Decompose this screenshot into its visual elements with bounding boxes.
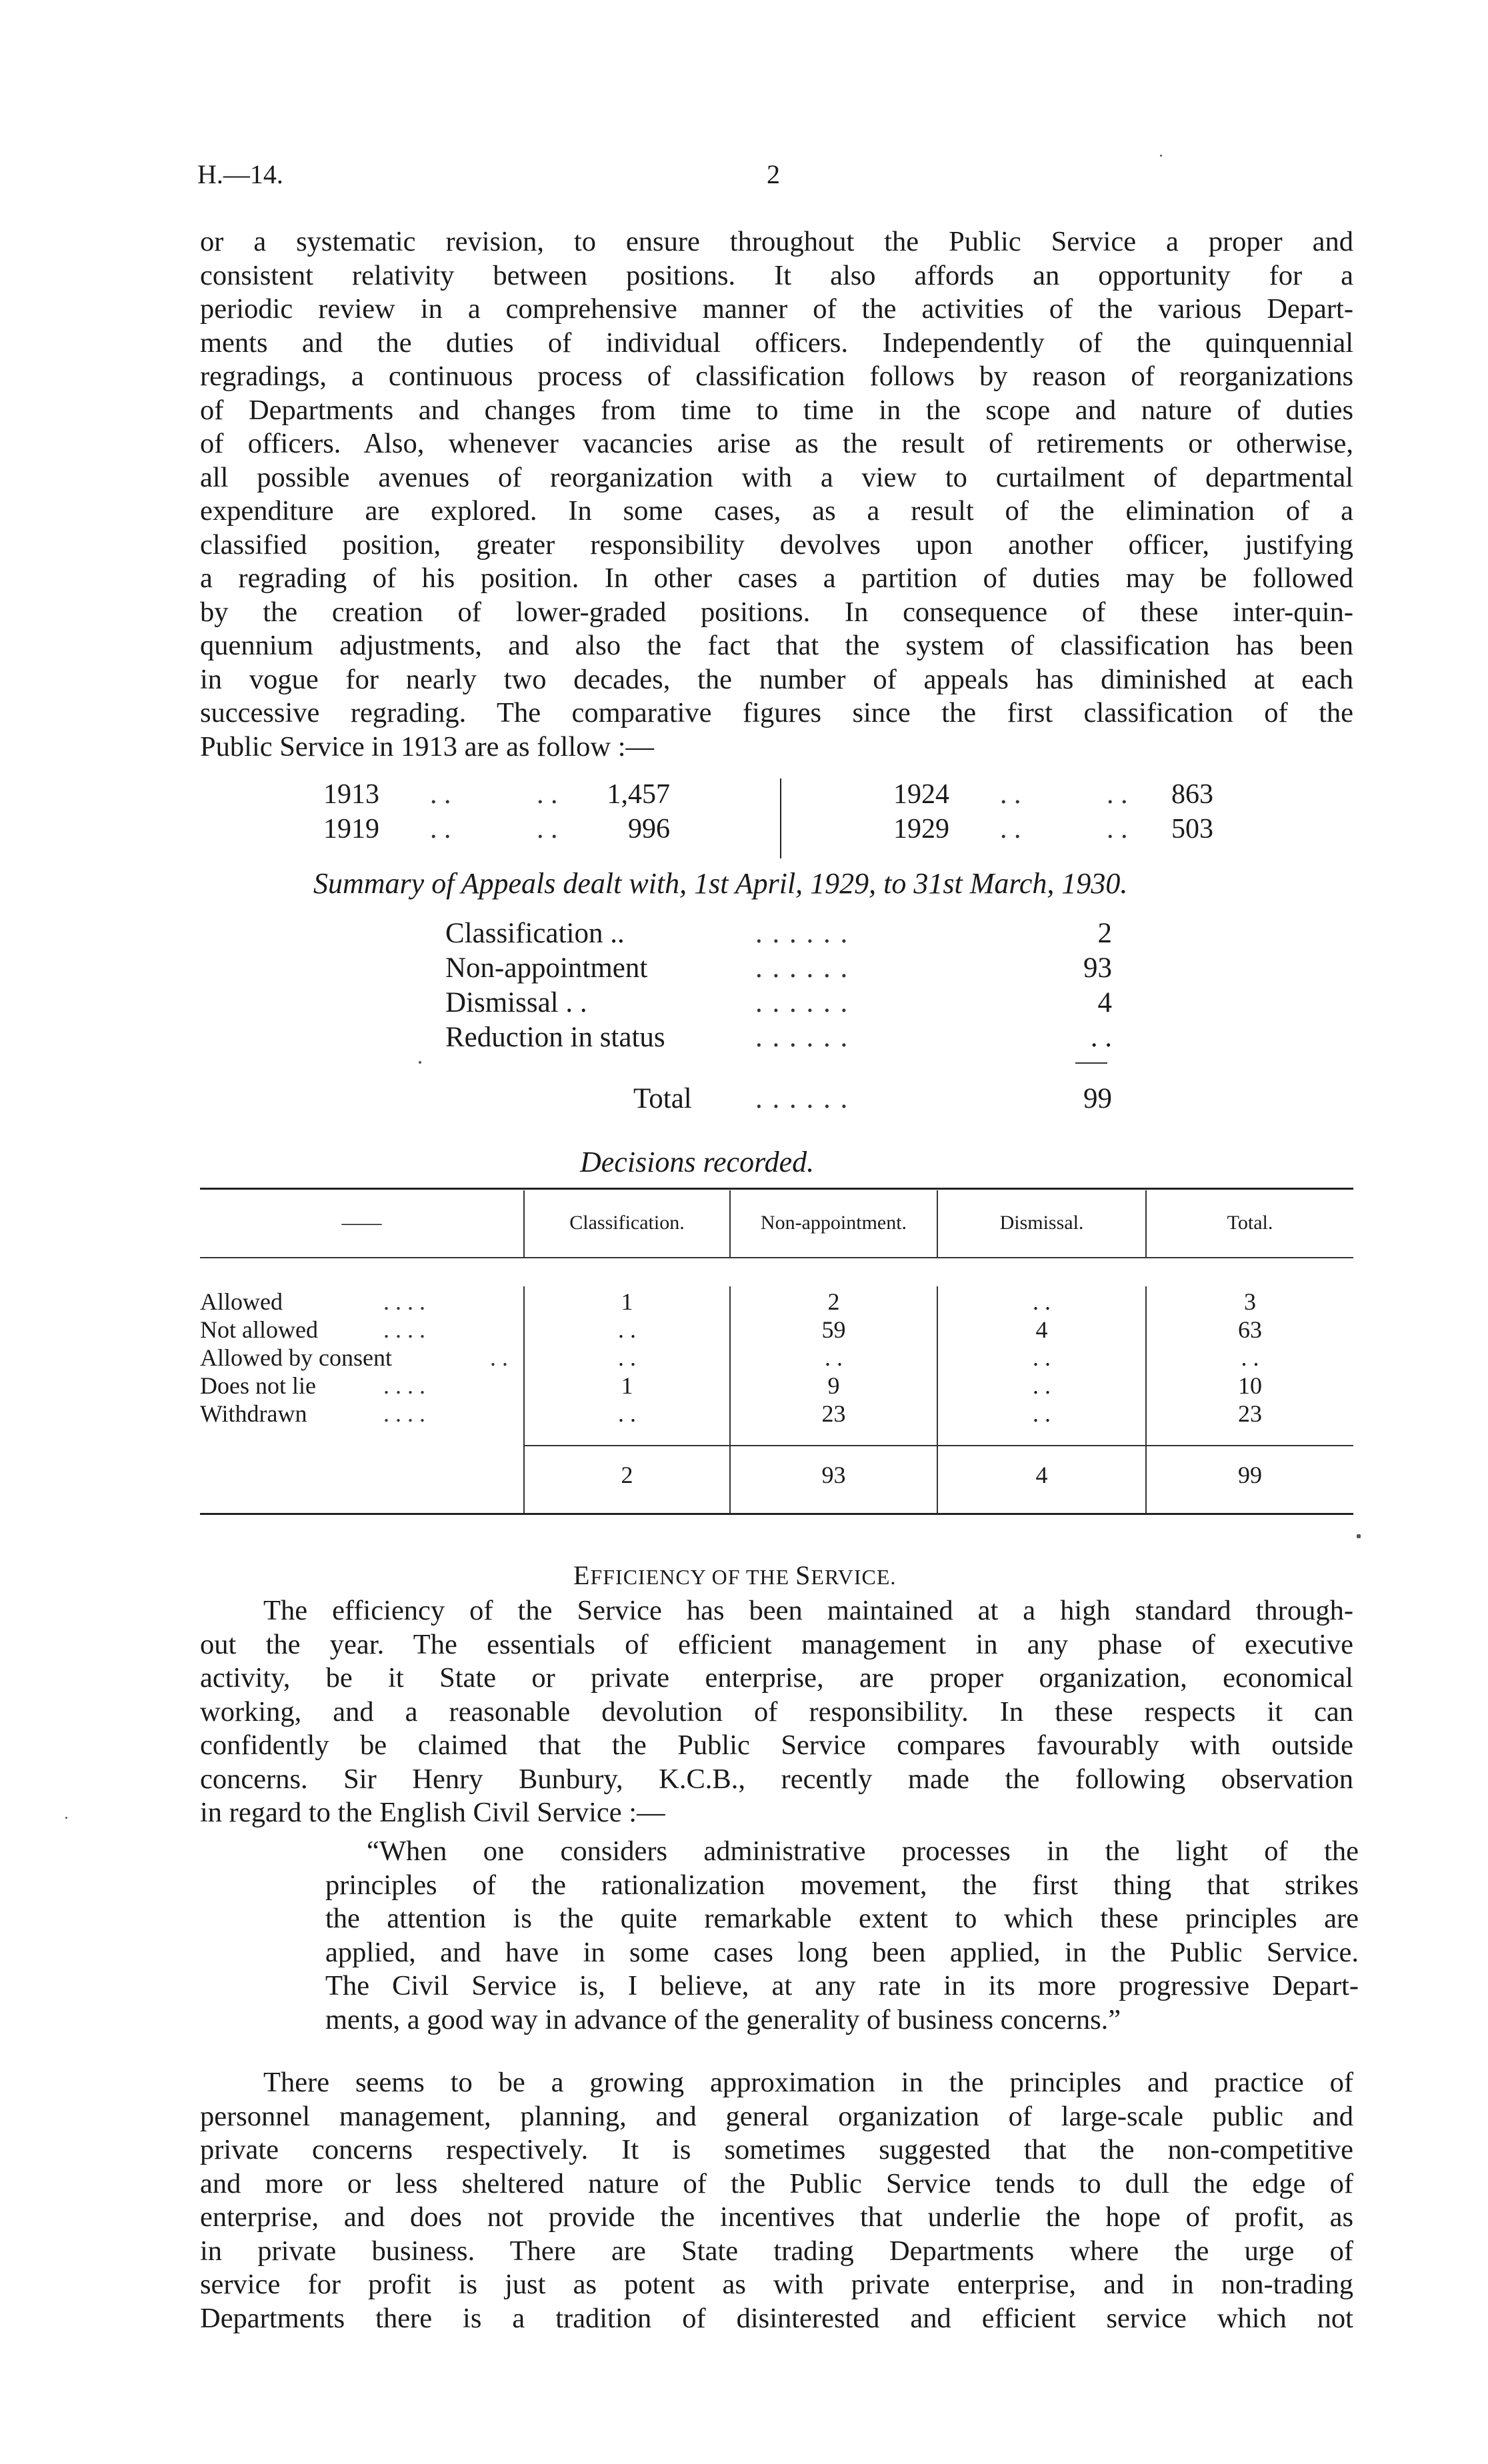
title-initial: S <box>795 1560 811 1590</box>
appeal-figures-table <box>323 778 1243 858</box>
title-smallcaps: FFICIENCY OF THE <box>590 1565 796 1589</box>
cell-total: 3 <box>1244 1288 1256 1315</box>
page-reference: H.—14. <box>197 159 283 189</box>
summary-label: Dismissal . . <box>445 987 587 1018</box>
cell-classification: . . <box>618 1316 636 1343</box>
intro-paragraph <box>200 225 1353 764</box>
leader-dots: . . <box>1107 814 1128 844</box>
title-initial: E <box>573 1560 591 1590</box>
leader-dots: . . <box>430 814 451 844</box>
summary-row <box>445 917 1112 952</box>
leader-dots: . . <box>430 779 451 810</box>
summary-table <box>445 917 1112 1117</box>
text-line: a regrading of his position. In other cases a partition of duties may be followed <box>200 563 1353 594</box>
text-line: personnel management, planning, and general organization of large-scale public and <box>200 2100 1353 2132</box>
print-speck <box>1160 155 1162 157</box>
appeal-count: 996 <box>628 814 670 844</box>
quote-line: The Civil Service is, I believe, at any rate in its more progressive Depart- <box>325 1970 1359 2001</box>
leader-dots: . . . . <box>383 1400 425 1427</box>
column-header-blank: —— <box>341 1212 382 1234</box>
text-line: classified position, greater responsibility devolves upon another officer, justifying <box>200 529 1353 561</box>
leader-dots: . . . . . . <box>755 918 849 949</box>
text-line: expenditure are explored. In some cases, as a result of the elimination of a <box>200 495 1353 527</box>
text-line: Public Service in 1913 are as follow :— <box>200 730 655 762</box>
row-label: Not allowed <box>200 1316 318 1343</box>
total-overall: 99 <box>1238 1462 1262 1488</box>
total-classification: 2 <box>621 1462 633 1488</box>
appeal-figure-row <box>323 813 697 848</box>
text-line: periodic review in a comprehensive manner of the activities of the various Depart- <box>200 293 1353 325</box>
leader-dots: . . <box>1000 814 1021 844</box>
leader-dots: . . . . <box>383 1372 425 1399</box>
text-line: regradings, a continuous process of classification follows by reason of reorganizations <box>200 361 1353 392</box>
text-line: in vogue for nearly two decades, the number of appeals has diminished at each <box>200 663 1353 695</box>
cell-non-appointment: 2 <box>827 1288 840 1315</box>
text-line: all possible avenues of reorganization with a view to curtailment of departmental <box>200 461 1353 493</box>
row-label: Allowed by consent <box>200 1344 392 1371</box>
text-line: activity, be it State or private enterprise, are proper organization, economical <box>200 1662 1353 1694</box>
text-line: enterprise, and does not provide the incentives that underlie the hope of profit, as <box>200 2201 1353 2233</box>
appeal-count: 1,457 <box>607 779 670 810</box>
cell-non-appointment: 59 <box>821 1316 846 1343</box>
cell-non-appointment: 23 <box>821 1400 846 1427</box>
summary-label: Reduction in status <box>445 1022 665 1053</box>
text-line: There seems to be a growing approximation in the principles and practice of <box>263 2067 1353 2098</box>
page-number: 2 <box>767 159 780 189</box>
quotation <box>325 1835 1359 2037</box>
text-line: Departments there is a tradition of disinterested and efficient service which not <box>200 2302 1353 2334</box>
year: 1924 <box>893 779 949 810</box>
text-line: out the year. The essentials of efficient management in any phase of executive <box>200 1628 1353 1660</box>
efficiency-paragraph <box>200 1594 1353 1830</box>
year: 1913 <box>323 779 379 810</box>
leader-dots: . . <box>537 814 558 844</box>
cell-classification: 1 <box>621 1372 633 1399</box>
table-header-rule <box>200 1257 1353 1258</box>
summary-label: Non-appointment <box>445 952 648 984</box>
summary-total-value: 99 <box>1083 1083 1112 1114</box>
cell-dismissal: . . <box>1033 1372 1051 1399</box>
leader-dots: . . <box>1107 779 1128 810</box>
leader-dots: . . <box>490 1344 508 1371</box>
row-label: Does not lie <box>200 1372 316 1399</box>
leader-dots: . . . . . . <box>755 987 849 1018</box>
column-header-total: Total. <box>1227 1212 1273 1234</box>
text-line: in private business. There are State trading Departments where the urge of <box>200 2235 1353 2267</box>
text-line: by the creation of lower-graded positions. In consequence of these inter-quin- <box>200 596 1353 628</box>
appeal-figure-row <box>893 778 1267 813</box>
leader-dots: . . <box>1000 779 1021 810</box>
text-line: quennium adjustments, and also the fact that the system of classification has been <box>200 630 1353 661</box>
cell-total: . . <box>1241 1344 1259 1371</box>
summary-row <box>445 986 1112 1021</box>
text-line: concerns. Sir Henry Bunbury, K.C.B., recently made the following observation <box>200 1763 1353 1795</box>
quote-line: the attention is the quite remarkable extent to which these principles are <box>325 1903 1359 1934</box>
decisions-title: Decisions recorded. <box>580 1146 815 1178</box>
table-top-rule <box>200 1188 1353 1190</box>
cell-classification: . . <box>618 1400 636 1427</box>
column-divider <box>780 778 781 858</box>
text-line: The efficiency of the Service has been maintained at a high standard through- <box>263 1595 1353 1626</box>
title-smallcaps: ERVICE. <box>811 1565 897 1589</box>
column-header-classification: Classification. <box>569 1212 685 1234</box>
cell-classification: 1 <box>621 1288 633 1315</box>
text-line: or a systematic revision, to ensure throughout the Public Service a proper and <box>200 226 1353 257</box>
row-label: Withdrawn <box>200 1400 307 1427</box>
print-speck <box>65 1817 67 1819</box>
quote-line: “When one considers administrative processes in the light of the <box>367 1836 1359 1867</box>
text-line: successive regrading. The comparative figures since the first classification of the <box>200 697 1353 728</box>
text-line: of Departments and changes from time to time in the scope and nature of duties <box>200 394 1353 426</box>
cell-total: 23 <box>1238 1400 1262 1427</box>
text-line: in regard to the English Civil Service :— <box>200 1797 665 1828</box>
text-line: working, and a reasonable devolution of responsibility. In these respects it can <box>200 1696 1353 1728</box>
cell-total: 63 <box>1238 1316 1262 1343</box>
summary-total-label: Total <box>633 1083 692 1114</box>
leader-dots: . . . . . . <box>755 952 849 984</box>
text-line: private concerns respectively. It is sometimes suggested that the non-competitive <box>200 2134 1353 2165</box>
total-dismissal: 4 <box>1035 1462 1048 1488</box>
cell-dismissal: . . <box>1033 1288 1051 1315</box>
year: 1929 <box>893 814 949 844</box>
text-line: confidently be claimed that the Public Service compares favourably with outside <box>200 1730 1353 1761</box>
summary-value: . . <box>1090 1022 1112 1053</box>
appeal-count: 863 <box>1171 779 1213 810</box>
year: 1919 <box>323 814 379 844</box>
leader-dots: . . . . . . <box>755 1022 849 1053</box>
text-line: of officers. Also, whenever vacancies arise as the result of retirements or otherwise, <box>200 428 1353 459</box>
summary-value: 4 <box>1097 987 1112 1018</box>
summary-total-row <box>445 1082 1112 1117</box>
approximation-paragraph <box>200 2066 1353 2335</box>
summary-row <box>445 952 1112 986</box>
cell-classification: . . <box>618 1344 636 1371</box>
summary-title: Summary of Appeals dealt with, 1st April, 1929, to 31st March, 1930. <box>313 867 1128 900</box>
summary-row <box>445 1021 1112 1056</box>
quote-line: principles of the rationalization movement, the first thing that strikes <box>325 1869 1359 1901</box>
cell-non-appointment: 9 <box>827 1372 840 1399</box>
text-line: ments and the duties of individual officers. Independently of the quinquennial <box>200 327 1353 359</box>
cell-total: 10 <box>1238 1372 1262 1399</box>
print-speck <box>419 1061 421 1064</box>
table-bottom-rule <box>200 1513 1353 1515</box>
leader-dots: . . . . <box>383 1316 425 1343</box>
total-non-appointment: 93 <box>821 1462 846 1488</box>
column-header-non-appointment: Non-appointment. <box>760 1212 907 1234</box>
text-line: service for profit is just as potent as with private enterprise, and in non-trading <box>200 2269 1353 2300</box>
appeal-figure-row <box>893 813 1267 848</box>
quote-line: applied, and have in some cases long been applied, in the Public Service. <box>325 1936 1359 1968</box>
summary-label: Classification .. <box>445 918 625 949</box>
cell-non-appointment: . . <box>825 1344 843 1371</box>
text-line: consistent relativity between positions. It also affords an opportunity for a <box>200 259 1353 291</box>
cell-dismissal: . . <box>1033 1344 1051 1371</box>
leader-dots: . . . . . . <box>755 1083 849 1114</box>
table-sum-rule <box>523 1445 1353 1446</box>
print-speck <box>1357 1534 1361 1538</box>
appeal-count: 503 <box>1171 814 1213 844</box>
total-rule <box>1075 1062 1107 1064</box>
text-line: and more or less sheltered nature of the Public Service tends to dull the edge of <box>200 2167 1353 2199</box>
summary-value: 2 <box>1097 918 1112 949</box>
section-title <box>573 1560 896 1591</box>
column-header-dismissal: Dismissal. <box>999 1212 1084 1234</box>
cell-dismissal: 4 <box>1035 1316 1048 1343</box>
cell-dismissal: . . <box>1033 1400 1051 1427</box>
quote-line: ments, a good way in advance of the generality of business concerns.” <box>325 2003 1121 2035</box>
row-label: Allowed <box>200 1288 283 1315</box>
leader-dots: . . . . <box>383 1288 425 1315</box>
leader-dots: . . <box>537 779 558 810</box>
appeal-figure-row <box>323 778 697 813</box>
summary-value: 93 <box>1083 952 1112 984</box>
